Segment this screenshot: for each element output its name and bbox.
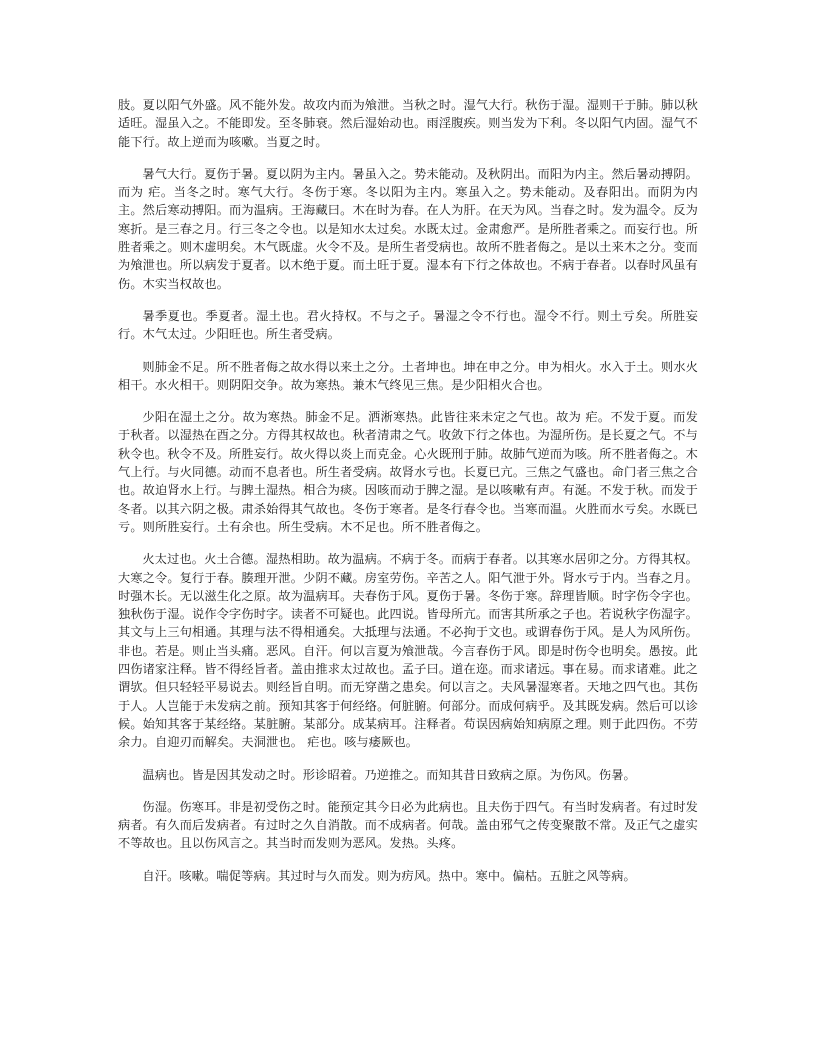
paragraph-5: 少阳在湿土之分。故为寒热。肺金不足。洒淅寒热。此皆往来未定之气也。故为 疟。不发于夏。而发于秋者。以湿热在酉之分。方得其权故也。秋者清肃之气。收敛下行之体也。为湿所伤。是长夏之气。不与秋令也。秋令不及。所胜妄行。故火得以炎上而克金。心火既刑于肺。故肺气逆而为咳。所不胜者侮之。木气上行。与火同德。动而不息者也。所生者受病。故肾水亏也。长夏已亢。三焦之气盛也。命门者三焦之合也。故迫肾水上行。与脾土湿热。相合为痰。因咳而动于脾之湿。是以咳嗽有声。有涎。不发于秋。而发于冬者。以其六阴之极。肃杀始得其气故也。冬伤于寒者。是冬行春令也。当寒而温。火胜而水亏矣。水既已亏。则所胜妄行。土有余也。所生受病。木不足也。所不胜者侮之。 bbox=[118, 410, 698, 534]
paragraph-6: 火太过也。火土合德。湿热相助。故为温病。不病于冬。而病于春者。以其寒水居卯之分。方得其权。大寒之令。复行于春。腠理开泄。少阴不藏。房室劳伤。辛苦之人。阳气泄于外。肾水亏于内。当春之月。时强木长。无以滋生化之原。故为温病耳。夫春伤于风。夏伤于暑。冬伤于寒。辞理皆顺。时字伤令字也。独秋伤于湿。说作令字伤时字。读者不可疑也。此四说。皆母所亢。而害其所承之子也。若说秋字伤湿字。其文与上三句相通。其理与法不得相通矣。大抵理与法通。不必拘于文也。或谓春伤于风。是人为风所伤。非也。若是。则止当头痛。恶风。自汗。何以言夏为飧泄哉。今言春伤于风。即是时伤令也明矣。愚按。此四伤诸家注释。皆不得经旨者。盖由推求太过故也。孟子曰。道在迩。而求诸远。事在易。而求诸难。此之谓欤。但只轻轻平易说去。则经旨自明。而无穿凿之患矣。何以言之。夫风暑湿寒者。天地之四气也。其伤于人。人岂能于未发病之前。预知其客于何经络。何脏腑。何部分。而成何病乎。及其既发病。然后可以诊候。始知其客于某经络。某脏腑。某部分。成某病耳。注释者。苟误因病始知病原之理。则于此四伤。不劳余力。自迎刃而解矣。夫洞泄也。 疟也。咳与痿厥也。 bbox=[118, 552, 698, 750]
paragraph-4: 则肺金不足。所不胜者侮之故水得以来土之分。土者坤也。坤在申之分。申为相火。水入于土。则水火相干。水火相干。则阴阳交争。故为寒热。兼木气终见三焦。是少阳相火合也。 bbox=[118, 359, 698, 392]
paragraph-2: 暑气大行。夏伤于暑。夏以阴为主内。暑虽入之。势未能动。及秋阴出。而阳为内主。然后暑动搏阴。而为 疟。当冬之时。寒气大行。冬伤于寒。冬以阳为主内。寒虽入之。势未能动。及春阳出。而阴为内主。然后寒动搏阳。而为温病。王海藏曰。木在时为春。在人为肝。在天为风。当春之时。发为温令。反为寒折。是三春之月。行三冬之令也。以是知水太过矣。水既太过。金肃愈严。是所胜者乘之。而妄行也。所胜者乘之。则木虚明矣。木气既虚。火令不及。是所生者受病也。故所不胜者侮之。是以土来木之分。变而为飧泄也。所以病发于夏者。以木绝于夏。而土旺于夏。湿本有下行之体故也。不病于春者。以春时风虽有伤。木实当权故也。 bbox=[118, 166, 698, 291]
paragraph-3: 暑季夏也。季夏者。湿土也。君火持权。不与之子。暑湿之令不行也。湿令不行。则土亏矣。所胜妄行。木气太过。少阳旺也。所生者受病。 bbox=[118, 308, 698, 342]
paragraph-9: 自汗。咳嗽。喘促等病。其过时与久而发。则为疠风。热中。寒中。偏枯。五脏之风等病。 bbox=[142, 868, 636, 883]
paragraph-8: 伤湿。伤寒耳。非是初受伤之时。能预定其今日必为此病也。且夫伤于四气。有当时发病者。有过时发病者。有久而后发病者。有过时之久自消散。而不成病者。何哉。盖由邪气之传变聚散不常。及正气之虚实不等故也。且以伤风言之。其当时而发则为恶风。发热。头疼。 bbox=[118, 799, 698, 851]
paragraph-7: 温病也。皆是因其发动之时。形诊昭着。乃逆推之。而知其昔日致病之原。为伤风。伤暑。 bbox=[142, 767, 636, 782]
paragraph-1: 肢。夏以阳气外盛。风不能外发。故攻内而为飧泄。当秋之时。湿气大行。秋伤于湿。湿则干于肺。肺以秋适旺。湿虽入之。不能即发。至冬肺衰。然后湿始动也。雨淫腹疾。则当发为下利。冬以阳气内固。湿气不能下行。故上逆而为咳嗽。当夏之时。 bbox=[118, 98, 698, 149]
document-page bbox=[118, 96, 698, 899]
